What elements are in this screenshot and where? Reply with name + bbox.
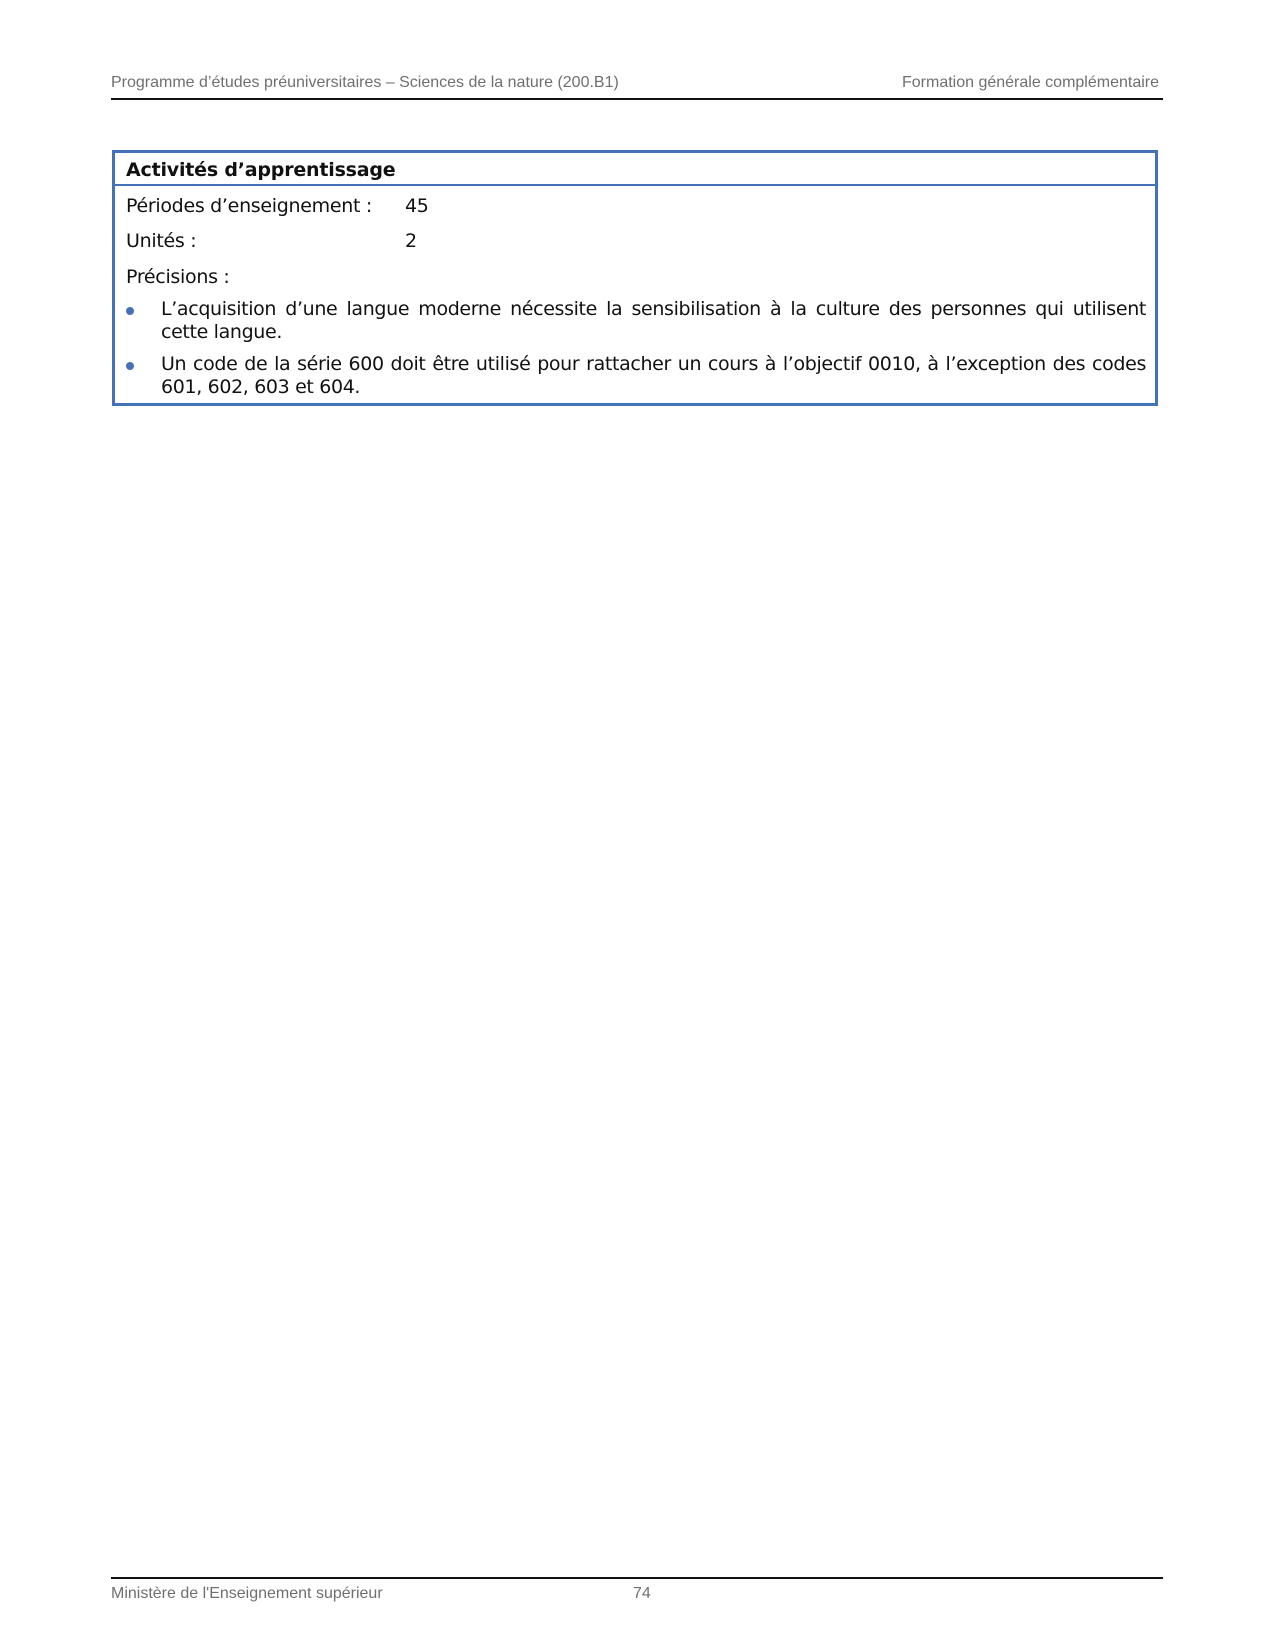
learning-activities-box — [112, 150, 1158, 406]
precisions-list — [115, 298, 1155, 408]
list-item-text: L’acquisition d’une langue moderne nécessite la sensibilisation à la culture des personnes qui utilisent cette langue. — [161, 298, 1146, 343]
list-item-text: Un code de la série 600 doit être utilisé pour rattacher un cours à l’objectif 0010, à l’exception des codes 601, 602, 603 et 604. — [161, 353, 1146, 398]
box-title-cell — [115, 153, 408, 186]
bullet-icon — [126, 362, 134, 370]
units-label: Unités : — [126, 230, 197, 252]
ministry-name: Ministère de l'Enseignement supérieur — [111, 1585, 383, 1602]
title-divider — [408, 184, 1155, 186]
periods-label: Périodes d’enseignement : — [126, 195, 372, 217]
periods-value: 45 — [405, 195, 429, 217]
page-header — [111, 72, 1163, 100]
list-item — [115, 353, 1155, 399]
page-number: 74 — [633, 1585, 651, 1602]
page-footer — [111, 1577, 1163, 1602]
section-title: Formation générale complémentaire — [901, 74, 1159, 91]
document-title: Programme d’études préuniversitaires – Sciences de la nature (200.B1) — [111, 74, 619, 91]
precisions-label: Précisions : — [126, 266, 230, 288]
bullet-icon — [126, 307, 134, 315]
list-item — [115, 298, 1155, 344]
units-value: 2 — [405, 230, 417, 252]
box-title: Activités d’apprentissage — [126, 159, 396, 181]
